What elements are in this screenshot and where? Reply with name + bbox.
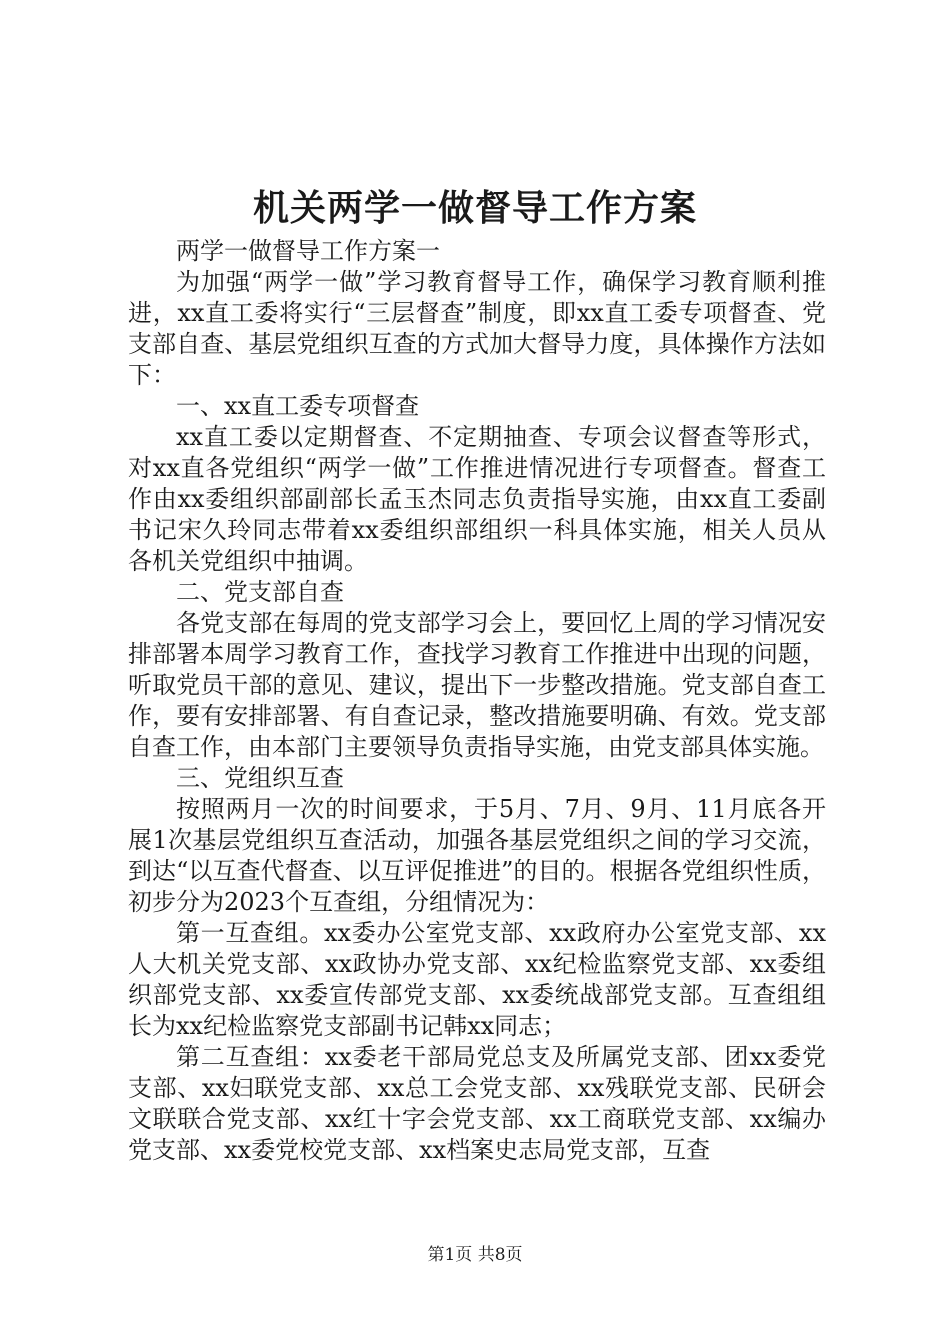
paragraph-group-1: 第一互查组。xx委办公室党支部、xx政府办公室党支部、xx人大机关党支部、xx政协办党支部、xx纪检监察党支部、xx委组织部党支部、xx委宣传部党支部、xx委统战部党支部。互查组组长为xx纪检监察党支部副书记韩xx同志； (128, 919, 826, 1040)
section-heading-1: 一、xx直工委专项督查 (176, 392, 420, 420)
paragraph-group-2: 第二互查组：xx委老干部局党总支及所属党支部、团xx委党支部、xx妇联党支部、xx总工会党支部、xx残联党支部、民研会文联联合党支部、xx红十字会党支部、xx工商联党支部、xx编办党支部、xx委党校党支部、xx档案史志局党支部，互查 (128, 1043, 826, 1164)
paragraph-intro: 为加强“两学一做”学习教育督导工作，确保学习教育顺利推进，xx直工委将实行“三层督查”制度，即xx直工委专项督查、党支部自查、基层党组织互查的方式加大督导力度，具体操作方法如下： (128, 268, 826, 389)
document-body (128, 236, 826, 1166)
paragraph-section-3: 按照两月一次的时间要求，于5月、7月、9月、11月底各开展1次基层党组织互查活动，加强各基层党组织之间的学习交流，到达“以互查代督查、以互评促推进”的目的。根据各党组织性质，初步分为2023个互查组，分组情况为： (128, 795, 826, 916)
paragraph-section-1: xx直工委以定期督查、不定期抽查、专项会议督查等形式，对xx直各党组织“两学一做”工作推进情况进行专项督查。督查工作由xx委组织部副部长孟玉杰同志负责指导实施，由xx直工委副书记宋久玲同志带着xx委组织部组织一科具体实施，相关人员从各机关党组织中抽调。 (128, 423, 826, 575)
page-footer: 第1页 共8页 (427, 1245, 523, 1265)
document-title: 机关两学一做督导工作方案 (252, 187, 697, 229)
section-heading-3: 三、党组织互查 (176, 764, 344, 792)
section-heading-2: 二、党支部自查 (176, 578, 344, 606)
paragraph-section-2: 各党支部在每周的党支部学习会上，要回忆上周的学习情况安排部署本周学习教育工作，查找学习教育工作推进中出现的问题，听取党员干部的意见、建议，提出下一步整改措施。党支部自查工作，要有安排部署、有自查记录，整改措施要明确、有效。党支部自查工作，由本部门主要领导负责指导实施，由党支部具体实施。 (128, 609, 826, 761)
paragraph-subtitle: 两学一做督导工作方案一 (176, 237, 440, 265)
